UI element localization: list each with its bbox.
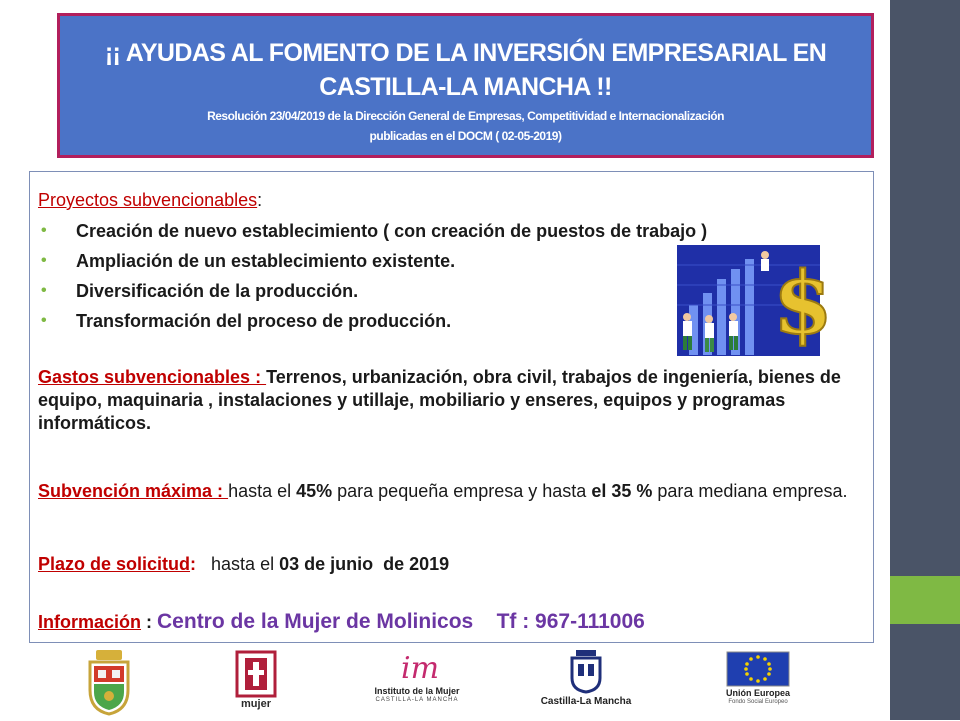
deadline-paragraph — [38, 553, 865, 576]
svg-text:im: im — [401, 651, 440, 686]
header-title — [60, 36, 871, 104]
projects-colon: : — [257, 190, 263, 210]
business-growth-illustration — [677, 245, 833, 356]
projects-list — [38, 216, 707, 336]
eu-label: Unión Europea — [725, 688, 790, 698]
content-box — [29, 171, 874, 643]
subsidy-paragraph — [38, 480, 865, 503]
header-subtitle-line-1: Resolución 23/04/2019 de la Dirección General de Empresas, Competitividad e Internacionalización — [207, 109, 724, 123]
info-contact: Centro de la Mujer de Molinicos Tf : 967-111006 — [157, 610, 645, 633]
municipality-crest-logo — [84, 648, 134, 720]
instituto-mujer-icon — [357, 648, 477, 688]
expenses-paragraph — [38, 366, 865, 435]
deadline-date: 03 de junio de 2019 — [279, 554, 450, 574]
info-paragraph — [38, 610, 865, 634]
bullet-icon: • — [41, 252, 47, 269]
deadline-colon: : — [190, 554, 197, 574]
clm-shield-icon — [540, 648, 632, 694]
header-banner — [57, 13, 874, 158]
castilla-la-mancha-logo — [540, 648, 632, 720]
logo-strip — [0, 648, 890, 720]
subsidy-small-percent: 45% — [296, 481, 333, 501]
list-item-text: Diversificación de la producción. — [76, 281, 359, 301]
subsidy-text-1: hasta el — [228, 481, 297, 501]
header-title-line-2: CASTILLA-LA MANCHA !! — [319, 73, 612, 101]
svg-text:$: $ — [773, 253, 833, 354]
instituto-de-la-mujer-logo — [357, 648, 477, 720]
info-colon: : — [141, 612, 158, 632]
list-item — [38, 306, 707, 336]
projects-label: Proyectos subvencionables — [38, 190, 258, 210]
money-growth-icon — [677, 245, 833, 356]
list-item — [38, 246, 707, 276]
list-item-text: Ampliación de un establecimiento existente. — [76, 251, 456, 271]
expenses-label: Gastos subvencionables : — [38, 367, 267, 387]
instituto-label: Instituto de la Mujer — [374, 686, 460, 696]
bullet-icon: • — [41, 312, 47, 329]
european-union-logo — [723, 648, 793, 720]
deadline-label: Plazo de solicitud — [38, 554, 191, 574]
deadline-text: hasta el — [196, 554, 280, 574]
bullet-icon: • — [41, 282, 47, 299]
info-label: Información — [38, 612, 142, 632]
bullet-icon: • — [41, 222, 47, 239]
centro-mujer-label: mujer — [241, 698, 271, 710]
subsidy-text-3: para mediana empresa. — [652, 481, 848, 501]
list-item-text: Transformación del proceso de producción. — [76, 311, 452, 331]
subsidy-text-2: para pequeña empresa y hasta — [332, 481, 592, 501]
projects-heading — [38, 189, 865, 212]
list-item-text: Creación de nuevo establecimiento ( con creación de puestos de trabajo ) — [76, 221, 708, 241]
header-subtitle — [60, 106, 871, 146]
eu-flag-icon — [723, 648, 793, 688]
subsidy-medium-percent: el 35 % — [591, 481, 653, 501]
subsidy-label: Subvención máxima : — [38, 481, 229, 501]
instituto-sublabel: CASTILLA-LA MANCHA — [375, 697, 459, 703]
centro-de-la-mujer-logo — [233, 648, 279, 720]
side-accent — [890, 576, 960, 624]
header-title-line-1: ¡¡ AYUDAS AL FOMENTO DE LA INVERSIÓN EMPRESARIAL EN — [104, 39, 827, 67]
expenses-text: Terrenos, urbanización, obra civil, trabajos de ingeniería, bienes de equipo, maquinaria , instalaciones y utillaje, mobiliario y enseres, equipos y programas informáticos. — [38, 367, 841, 433]
list-item — [38, 276, 707, 306]
list-item — [38, 216, 707, 246]
clm-label: Castilla-La Mancha — [540, 696, 632, 707]
crest-icon — [84, 648, 134, 716]
header-subtitle-line-2: publicadas en el DOCM ( 02-05-2019) — [369, 129, 562, 143]
eu-sublabel: Fondo Social Europeo — [728, 699, 788, 705]
